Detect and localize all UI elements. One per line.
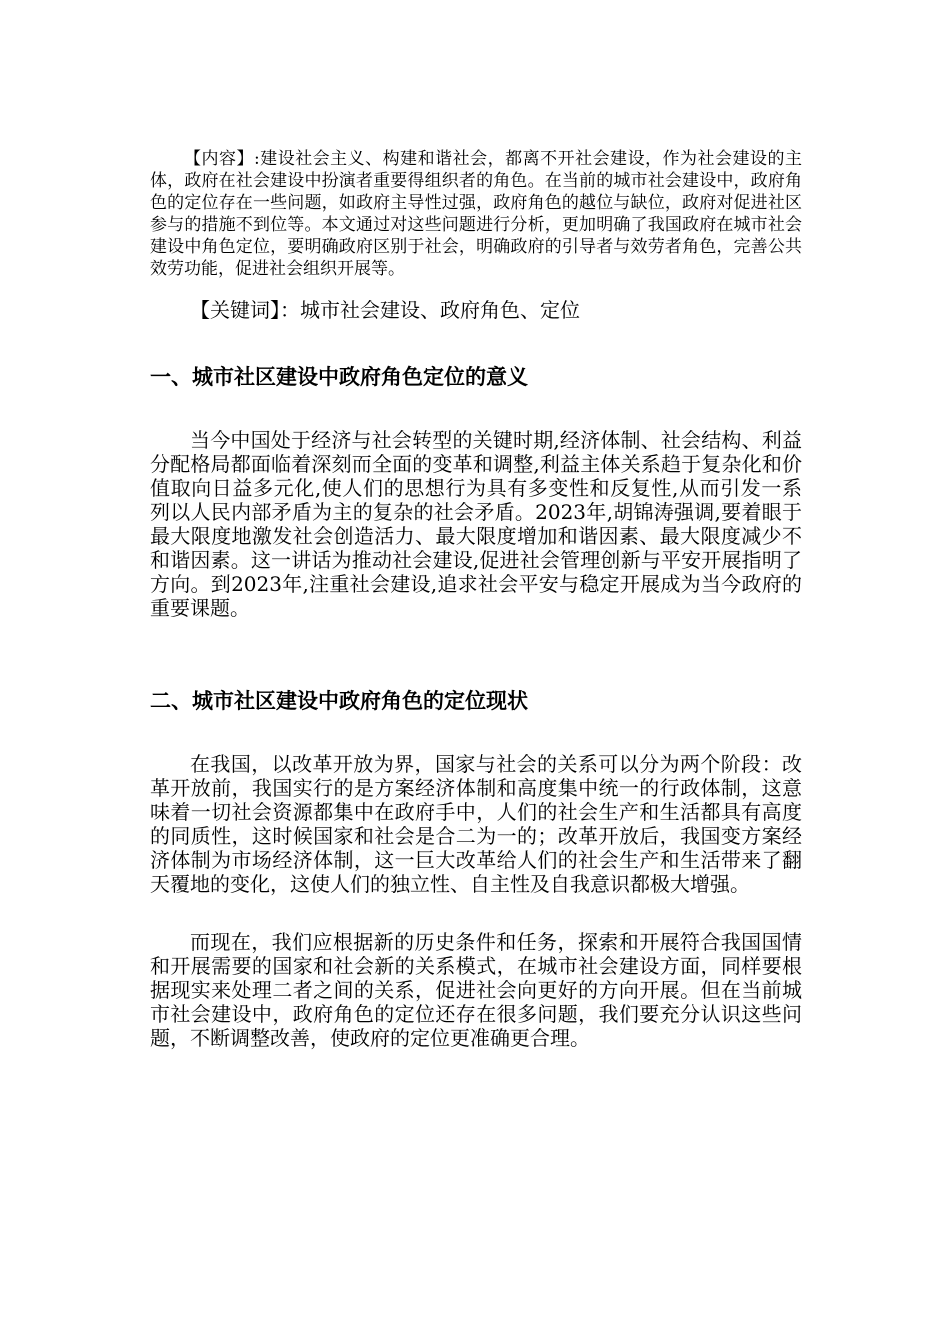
keywords-text: ：城市社会建设、政府角色、定位 bbox=[280, 298, 580, 322]
abstract-text: :建设社会主义、构建和谐社会，都离不开社会建设，作为社会建设的主体，政府在社会建设中扮演者重要得组织者的角色。在当前的城市社会建设中，政府角色的定位存在一些问题，如政府主导性过强，政府角色的越位与缺位，政府对促进社区参与的措施不到位等。本文通过对这些问题进行分析，更加明确了我国政府在城市社会建设中角色定位，要明确政府区别于社会，明确政府的引导者与效劳者角色，完善公共效劳功能，促进社会组织开展等。 bbox=[150, 149, 803, 279]
abstract-paragraph bbox=[150, 148, 802, 280]
section-heading-2: 二、城市社区建设中政府角色的定位现状 bbox=[150, 689, 528, 713]
section-2-paragraph-1: 在我国，以改革开放为界，国家与社会的关系可以分为两个阶段：改革开放前，我国实行的是方案经济体制和高度集中统一的行政体制，这意味着一切社会资源都集中在政府手中，人们的社会生产和生活都具有高度的同质性，这时候国家和社会是合二为一的；改革开放后，我国变方案经济体制为市场经济体制，这一巨大改革给人们的社会生产和生活带来了翻天覆地的变化，这使人们的独立性、自主性及自我意识都极大增强。 bbox=[150, 752, 802, 896]
section-1-paragraph-1: 当今中国处于经济与社会转型的关键时期,经济体制、社会结构、利益分配格局都面临着深刻而全面的变革和调整,利益主体关系趋于复杂化和价值取向日益多元化,使人们的思想行为具有多变性和反复性,从而引发一系列以人民内部矛盾为主的复杂的社会矛盾。2023年,胡锦涛强调,要着眼于最大限度地激发社会创造活力、最大限度增加和谐因素、最大限度减少不和谐因素。这一讲话为推动社会建设,促进社会管理创新与平安开展指明了方向。到2023年,注重社会建设,追求社会平安与稳定开展成为当今政府的重要课题。 bbox=[150, 428, 802, 620]
abstract-label: 【内容】 bbox=[184, 149, 254, 169]
keywords-line bbox=[190, 296, 802, 324]
section-heading-1: 一、城市社区建设中政府角色定位的意义 bbox=[150, 365, 528, 389]
section-2-paragraph-2: 而现在，我们应根据新的历史条件和任务，探索和开展符合我国国情和开展需要的国家和社会新的关系模式，在城市社会建设方面，同样要根据现实来处理二者之间的关系，促进社会向更好的方向开展。但在当前城市社会建设中，政府角色的定位还存在很多问题，我们要充分认识这些问题，不断调整改善，使政府的定位更准确更合理。 bbox=[150, 930, 802, 1050]
keywords-label: 【关键词】 bbox=[190, 298, 280, 322]
